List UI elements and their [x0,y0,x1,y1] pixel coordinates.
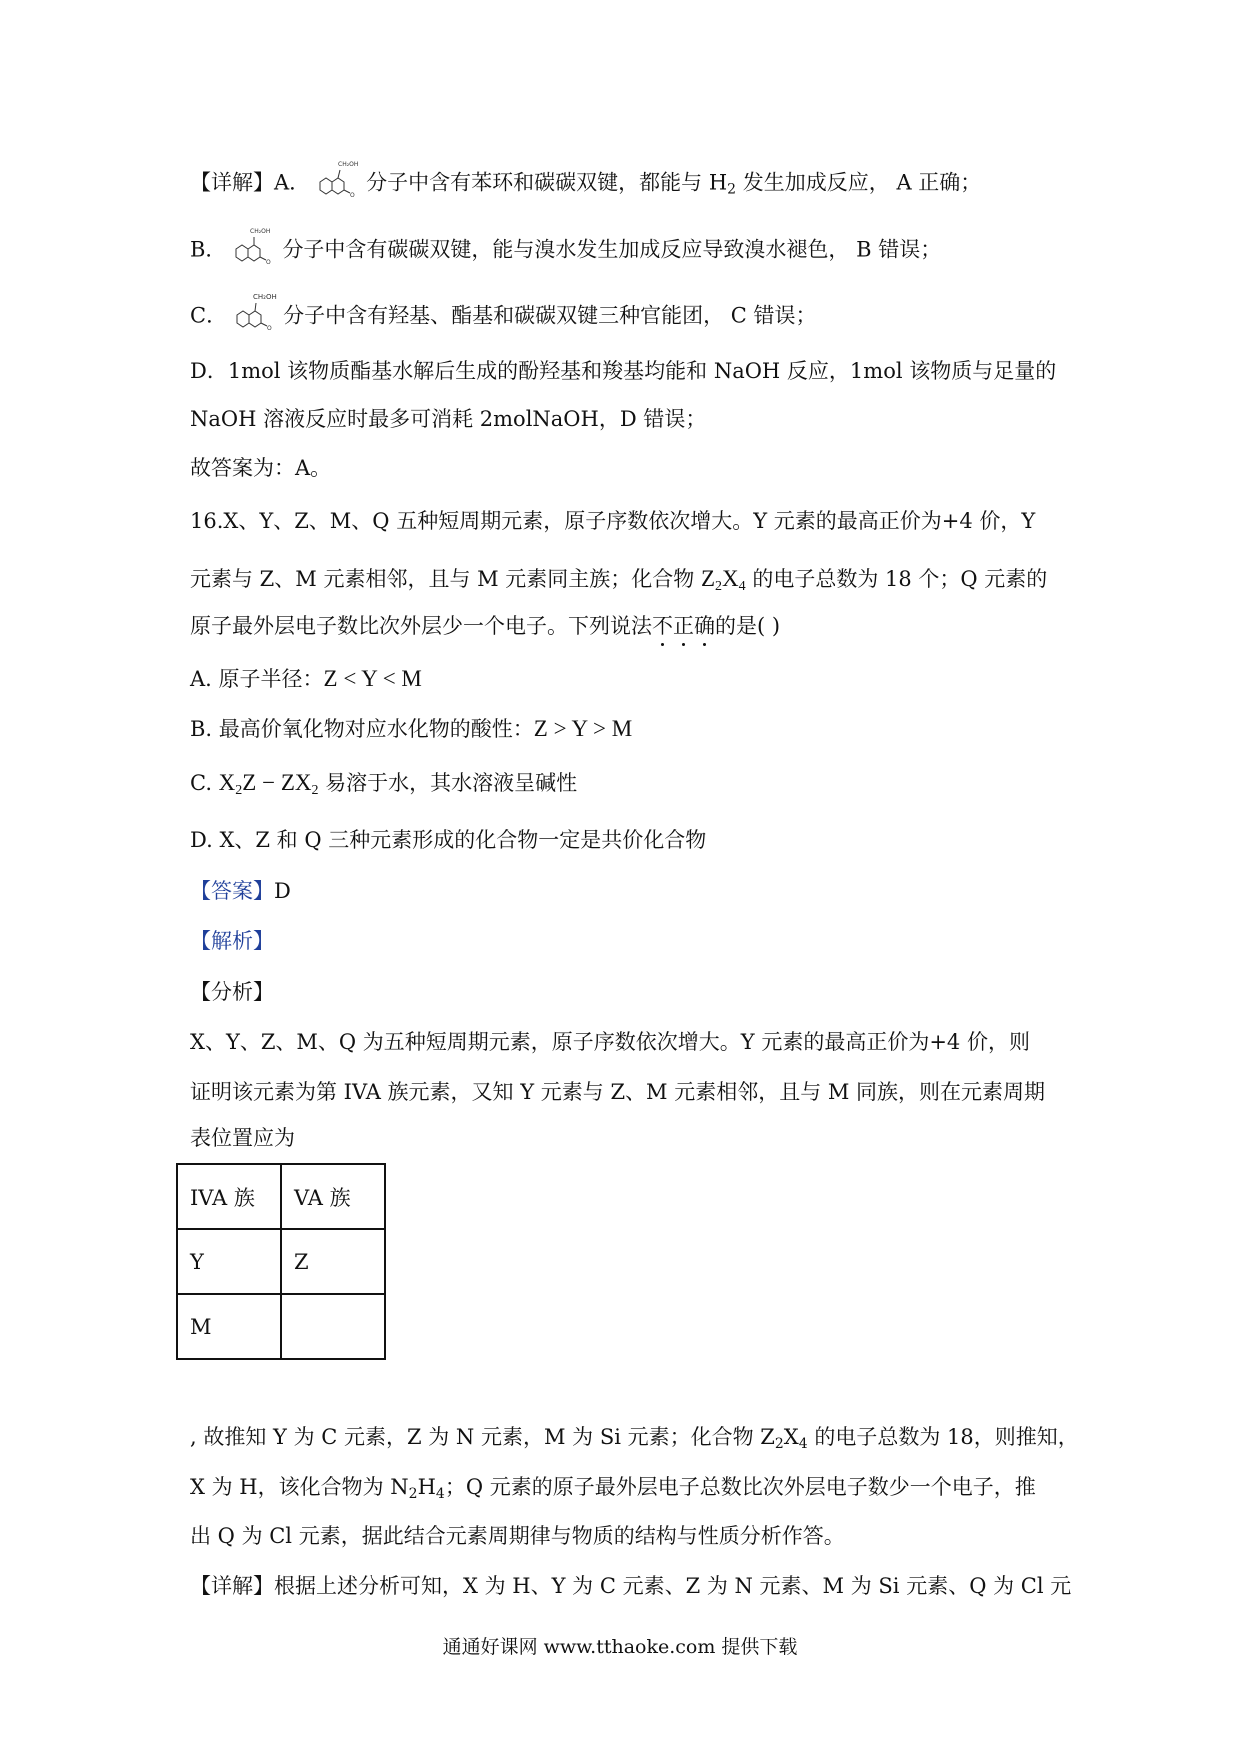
answer-summary: 故答案为：A。 [190,456,332,480]
detail-line-d2: NaOH 溶液反应时最多可消耗 2molNaOH，D 错误； [190,407,707,431]
result-line-3: 出 Q 为 Cl 元素，据此结合元素周期律与物质的结构与性质分析作答。 [190,1524,845,1548]
result-line-2: X 为 H，该化合物为 $N_2H_4$；Q 元素的原子最外层电子总数比次外层电子数少一个电子，推 [190,1475,1036,1502]
svg-text:O: O [267,325,272,332]
detail-tag: 【详解】 [190,1574,274,1598]
formula-hydrazine: $X_2Z - ZX_2$ [218,770,319,798]
detail-line-c: C． CH₂OH O 分子中含有羟基、酯基和碳碳双键三种官能团， C 错误； [190,293,817,332]
coumarin-molecule-image [228,227,280,267]
page-footer: 通通好课网 www.tthaoke.com 提供下载 [442,1636,798,1658]
question-16-line-3: 原子最外层电子数比次外层少一个电子。下列说法不正确的是( ) [190,611,780,641]
coumarin-molecule-image [229,293,281,333]
emphasis-dot-char: 正 [673,611,694,641]
option-c: C. $X_2Z - ZX_2$ 易溶于水，其水溶液呈碱性 [190,770,578,798]
table-cell: Y [177,1229,281,1294]
svg-text:CH₂OH: CH₂OH [253,293,277,301]
option-b: B. 最高价氧化物对应水化物的酸性：Z > Y > M [190,716,633,741]
table-cell: Z [281,1229,385,1294]
result-line-1: , 故推知 Y 为 C 元素，Z 为 N 元素，M 为 Si 元素；化合物 $Z_2X_4$ 的电子总数为 18，则推知， [190,1425,1079,1452]
analysis-line-1: X、Y、Z、M、Q 为五种短周期元素，原子序数依次增大。Y 元素的最高正价为+4 价，则 [190,1030,1030,1054]
analysis-tag: 【解析】 [190,929,274,953]
periodic-group-table [176,1163,386,1360]
coumarin-molecule-image [312,160,364,200]
detail-line-b: B． CH₂OH O 分子中含有碳碳双键，能与溴水发生加成反应导致溴水褪色， B 错误； [190,228,942,266]
table-cell: M [177,1294,281,1359]
detail-line-a: 【详解】A． CH₂OH O 分子中含有苯环和碳碳双键，都能与 $H_2$ 发生加成反应， A 正确； [190,161,982,199]
analysis-line-3: 表位置应为 [190,1126,295,1150]
answer-tag: 【答案】 [190,879,274,903]
emphasis-dot-char: 不 [652,611,673,641]
svg-text:CH₂OH: CH₂OH [338,161,359,168]
table-header-cell: VA 族 [281,1164,385,1229]
table-cell [281,1294,385,1359]
question-16-line-1: 16.X、Y、Z、M、Q 五种短周期元素，原子序数依次增大。Y 元素的最高正价为+4 价，Y [190,509,1036,533]
formula-z2x4: $Z_2X_4$ [700,566,746,594]
detail-explanation-line: 【详解】根据上述分析可知，X 为 H、Y 为 C 元素、Z 为 N 元素、M 为 Si 元素、Q 为 Cl 元 [190,1574,1072,1598]
svg-text:O: O [266,259,272,266]
emphasis-dot-char: 确 [694,611,715,641]
svg-text:O: O [350,192,355,199]
svg-text:CH₂OH: CH₂OH [250,228,271,235]
option-a: A. 原子半径：Z < Y < M [190,666,422,691]
table-header-cell: IVA 族 [177,1164,281,1229]
answer-line [190,876,291,906]
fenxi-tag: 【分析】 [190,980,274,1004]
answer-value: D [274,879,291,903]
option-d: D. X、Z 和 Q 三种元素形成的化合物一定是共价化合物 [190,828,707,852]
question-16-line-2: 元素与 Z、M 元素相邻，且与 M 元素同主族；化合物 $Z_2X_4$ 的电子总数为 18 个；Q 元素的 [190,566,1048,594]
detail-line-d1: D．1mol 该物质酯基水解后生成的酚羟基和羧基均能和 NaOH 反应，1mol 该物质与足量的 [190,359,1057,383]
analysis-line-2: 证明该元素为第 IVA 族元素，又知 Y 元素与 Z、M 元素相邻，且与 M 同族，则在元素周期 [190,1080,1046,1104]
